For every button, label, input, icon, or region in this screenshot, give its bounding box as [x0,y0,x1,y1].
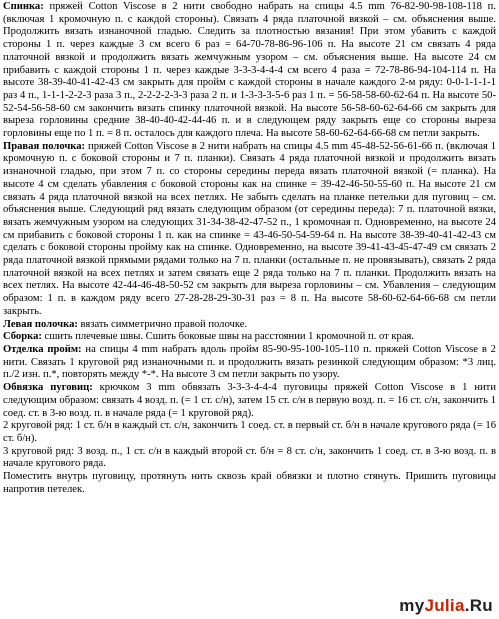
section-left-front [3,319,496,332]
section-body: 3 круговой ряд: 3 возд. п., 1 ст. с/н в каждый второй ст. б/н = 8 ст. с/н, закончить 1 соед. ст. в 3-ю возд. п. в начале кругового ряда. [3,445,496,470]
section-body: пряжей Cotton Viscose в 2 нити набрать на спицы 4.5 mm 45-48-52-56-61-66 п. (включая 1 кромочную п. с боковой стороны и 7 п. планки). Связать 4 ряда платочной вязкой и продолжить вязать изнаночной гладью, при этом 7 п. со стороны середины переда вязать платочной вязкой (= планка). На высоте 4 см сделать убавления с боковой стороны как на спинке = 39-42-46-50-55-60 п. На высоте 21 см связать 4 ряда платочной вязкой на всех петлях. Не забыть сделать на планке петельки для пуговиц – см. объяснения выше. Следующий ряд вязать следующим образом (от середины переда): 7 п. платочной вязки, вязать жемчужным узором на следующих 31-34-38-42-47-52 п., 1 кромочная п. Одновременно, на высоте 24 см прибавить с боковой стороны 1 п. как на спинке = 43-46-50-54-59-64 п. На высоте 38-39-40-41-42-43 см сделать с боковой стороны пройму как на спинке. Одновременно, на высоте 39-41-43-45-47-49 см связать 2 ряда платочной вязкой прямыми рядами только на 7 п. планки (остальные п. не провязывать), связать 2 ряда платочной вязкой на всех петлях и затем связать еще 2 ряда только на 7 п. планки. Продолжить вязать на всех петлях. На высоте 42-44-46-48-50-52 см закрыть для выреза горловины – см. Убавления – следующим образом: 1 п. в каждом ряду всего 27-28-28-29-30-31 раз = 8 п. На высоте 58-60-62-64-66-68 см петли закрыть. [3,140,497,317]
section-back [3,1,496,141]
section-heading: Сборка: [3,331,42,343]
section-button-cover [3,382,496,420]
site-watermark [399,596,493,616]
section-heading: Отделка пройм: [3,343,82,355]
section-body: пряжей Cotton Viscose в 2 нити свободно набрать на спицы 4.5 mm 76-82-90-98-108-118 п. (включая 1 кромочную п. с каждой стороны). Связать 4 ряда платочной вязкой – см. объяснения выше. Продолжить вязать изнаночной гладью. Следить за плотностью вязания! При этом убавить с каждой стороны 1 п. через каждые 3 см всего 6 раз = 64-70-78-86-96-106 п. На высоте 21 см связать 4 ряда платочной вязкой и продолжить вязать жемчужным узором – см. объяснения выше. На высоте 24 см прибавить с каждой стороны 1 п. через каждые 3-3-3-4-4-4 см всего 4 раза = 72-78-86-94-104-114 п. На высоте 38-39-40-41-42-43 см закрыть для пройм с каждой стороны в начале каждого 2-м ряду: 0-0-1-1-1-1 раз 4 п., 1-1-1-2-2-3 раза 3 п., 2-2-2-2-3-3 раза 2 п. и 1-3-3-3-5-6 раз 1 п. = 56-58-58-60-62-64 п. На высоте 50-52-54-56-58-60 см закончить вязать спинку платочной вязкой. На высоте 56-58-60-62-64-66 см закрыть для выреза горловины средние 38-40-40-42-44-46 п. и в следующем ряду закрыть еще со стороны выреза горловины еще по 1 п. = 8 п. осталось для каждого плеча. На высоте 58-60-62-64-66-68 см петли закрыть. [3,1,496,140]
section-heading: Левая полочка: [3,318,78,330]
watermark-part: Julia [424,596,465,615]
round-3 [3,446,496,471]
section-heading: Правая полочка: [3,140,86,152]
section-body: Поместить внутрь пуговицу, протянуть нить сквозь край обвязки и плотно стянуть. Пришить пуговицы напротив петелек. [3,471,496,495]
watermark-part: my [399,596,425,615]
section-heading: Спинка: [3,1,44,12]
section-body: на спицы 4 mm набрать вдоль пройм 85-90-95-100-105-110 п. пряжей Cotton Viscose в 2 нити. Связать 1 круговой ряд изнаночными п. и продолжить вязать резинкой следующим образом: *3 лиц. п./2 изн. п.*, повторять между *-*. На высоте 3 см петли закрыть по узору. [3,343,496,381]
finishing [3,471,496,496]
section-body: крючком 3 mm обвязать 3-3-3-4-4-4 пуговицы пряжей Cotton Viscose в 1 нити следующим образом: связать 4 возд. п. (= 1 ст. с/н), затем 15 ст. с/н в первую возд. п. = 16 ст. с/н, закончить 1 соед. ст. в 3-ю возд. п. в начале ряда (= 1 круговой ряд). [3,382,496,419]
section-armhole-edging [3,344,496,382]
pattern-text [3,1,496,496]
watermark-part: .Ru [464,596,493,615]
section-heading: Обвязка пуговиц: [3,382,93,394]
round-2 [3,420,496,445]
section-body: вязать симметрично правой полочке. [77,318,248,330]
section-right-front [3,141,496,319]
section-body: сшить плечевые швы. Сшить боковые швы на расстоянии 1 кромочной п. от края. [41,331,415,343]
section-body: 2 круговой ряд: 1 ст. б/н в каждый ст. с/н, закончить 1 соед. ст. в первый ст. б/н в начале кругового ряда (= 16 ст. б/н). [3,420,496,444]
section-assembly [3,331,496,344]
